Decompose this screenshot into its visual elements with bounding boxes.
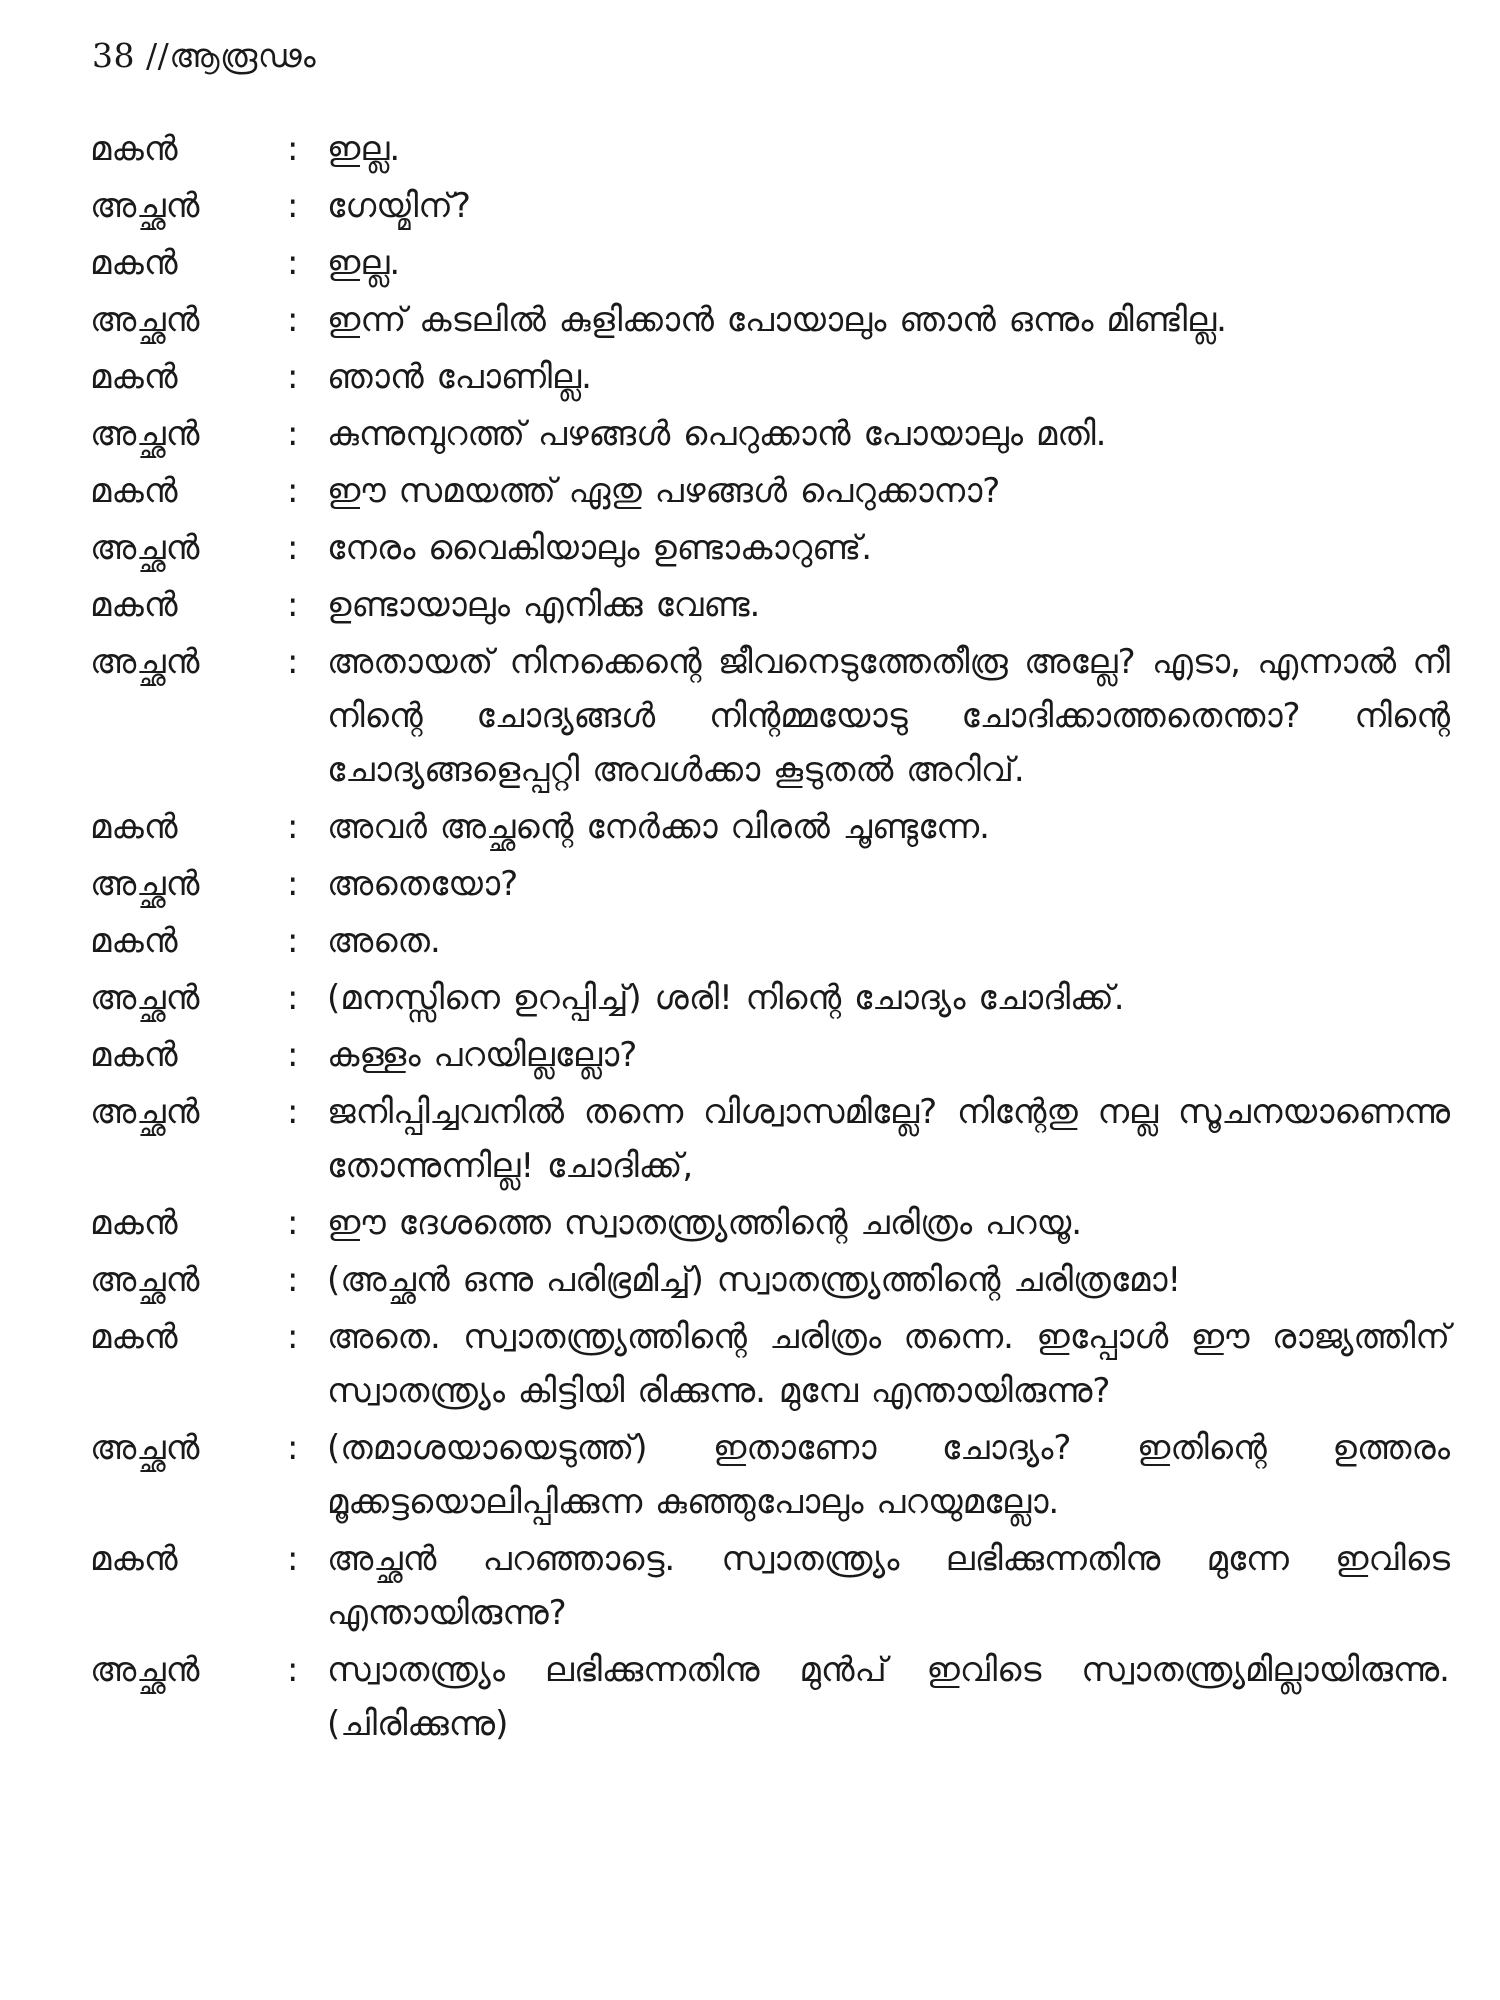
speaker-separator: : bbox=[287, 1317, 299, 1357]
dialogue-text: അതെ. bbox=[327, 921, 441, 961]
dialogue-text: (തമാശയായെടുത്ത്) ഇതാണോ ചോദ്യം? ഇതിന്റെ ഉത്തരം മൂക്കട്ടയൊലിപ്പിക്കുന്ന കുഞ്ഞുപോലും പറയുമല്ലോ. bbox=[327, 1428, 1450, 1522]
dialogue-text: അതെ. സ്വാതന്ത്ര്യത്തിന്റെ ചരിത്രം തന്നെ. ഇപ്പോൾ ഈ രാജ്യത്തിന് സ്വാതന്ത്ര്യം കിട്ടിയി രിക്കുന്നു. മുമ്പേ എന്തായിരുന്നു? bbox=[327, 1317, 1450, 1411]
dialogue-line bbox=[90, 350, 1450, 404]
dialogue-line bbox=[90, 179, 1450, 233]
dialogue-body bbox=[90, 122, 1450, 1754]
speaker-separator: : bbox=[287, 1203, 299, 1243]
dialogue-text: ഈ സമയത്ത് ഏതു പഴങ്ങൾ പെറുക്കാനാ? bbox=[327, 471, 1001, 511]
dialogue-text: അതെയോ? bbox=[327, 864, 519, 904]
dialogue-text: ഇല്ല. bbox=[327, 243, 401, 283]
speaker-separator: : bbox=[287, 414, 299, 454]
dialogue-line bbox=[90, 293, 1450, 347]
speaker-name: അച്ഛൻ bbox=[90, 1650, 200, 1690]
dialogue-line bbox=[90, 1028, 1450, 1082]
dialogue-line bbox=[90, 914, 1450, 968]
dialogue-line bbox=[90, 521, 1450, 575]
dialogue-line bbox=[90, 407, 1450, 461]
speaker-name: അച്ഛൻ bbox=[90, 864, 200, 904]
speaker-name: അച്ഛൻ bbox=[90, 186, 200, 226]
dialogue-text: (മനസ്സിനെ ഉറപ്പിച്ച്) ശരി! നിന്റെ ചോദ്യം ചോദിക്ക്. bbox=[327, 978, 1125, 1018]
speaker-separator: : bbox=[287, 1428, 299, 1468]
dialogue-line bbox=[90, 971, 1450, 1025]
dialogue-text: കുന്നുമ്പുറത്ത് പഴങ്ങൾ പെറുക്കാൻ പോയാലും മതി. bbox=[327, 414, 1107, 454]
dialogue-line bbox=[90, 122, 1450, 176]
dialogue-text: ഈ ദേശത്തെ സ്വാതന്ത്ര്യത്തിന്റെ ചരിത്രം പറയൂ. bbox=[327, 1203, 1083, 1243]
speaker-separator: : bbox=[287, 129, 299, 169]
dialogue-line bbox=[90, 464, 1450, 518]
dialogue-line bbox=[90, 857, 1450, 911]
dialogue-text: ഗേയ്മിന്? bbox=[327, 186, 471, 226]
speaker-name: മകൻ bbox=[90, 585, 178, 625]
dialogue-text: ഇല്ല. bbox=[327, 129, 401, 169]
dialogue-line bbox=[90, 1196, 1450, 1250]
dialogue-text: സ്വാതന്ത്ര്യം ലഭിക്കുന്നതിനു മുൻപ് ഇവിടെ സ്വാതന്ത്ര്യമില്ലായിരുന്നു. (ചിരിക്കുന്നു) bbox=[327, 1650, 1450, 1744]
speaker-name: അച്ഛൻ bbox=[90, 1260, 200, 1300]
speaker-name: മകൻ bbox=[90, 357, 178, 397]
speaker-separator: : bbox=[287, 807, 299, 847]
speaker-name: അച്ഛൻ bbox=[90, 414, 200, 454]
dialogue-line bbox=[90, 1085, 1450, 1193]
page-header: 38 //ആരൂഢം bbox=[92, 36, 317, 75]
speaker-separator: : bbox=[287, 357, 299, 397]
dialogue-line bbox=[90, 1532, 1450, 1640]
speaker-name: മകൻ bbox=[90, 1035, 178, 1075]
dialogue-line bbox=[90, 236, 1450, 290]
speaker-separator: : bbox=[287, 1539, 299, 1579]
dialogue-line bbox=[90, 1253, 1450, 1307]
dialogue-text: ജനിപ്പിച്ചവനിൽ തന്നെ വിശ്വാസമില്ലേ? നിന്റേതു നല്ല സൂചനയാണെന്നു തോന്നുന്നില്ല! ചോദിക്ക്, bbox=[327, 1092, 1450, 1186]
speaker-name: മകൻ bbox=[90, 471, 178, 511]
dialogue-text: ഉണ്ടായാലും എനിക്കു വേണ്ട. bbox=[327, 585, 761, 625]
dialogue-line bbox=[90, 800, 1450, 854]
speaker-name: മകൻ bbox=[90, 243, 178, 283]
dialogue-text: അതായത് നിനക്കെന്റെ ജീവനെടുത്തേതീരൂ അല്ലേ? എടാ, എന്നാൽ നീ നിന്റെ ചോദ്യങ്ങൾ നിന്റമ്മയോടു ചോദിക്കാത്തതെന്താ? നിന്റെ ചോദ്യങ്ങളെപ്പറ്റി അവൾക്കാ കൂടുതൽ അറിവ്. bbox=[327, 642, 1450, 790]
dialogue-line bbox=[90, 1310, 1450, 1418]
speaker-name: മകൻ bbox=[90, 807, 178, 847]
speaker-separator: : bbox=[287, 921, 299, 961]
speaker-name: അച്ഛൻ bbox=[90, 1092, 200, 1132]
speaker-name: അച്ഛൻ bbox=[90, 528, 200, 568]
speaker-separator: : bbox=[287, 642, 299, 682]
speaker-separator: : bbox=[287, 1650, 299, 1690]
speaker-name: അച്ഛൻ bbox=[90, 1428, 200, 1468]
speaker-separator: : bbox=[287, 1092, 299, 1132]
speaker-name: മകൻ bbox=[90, 1539, 178, 1579]
speaker-separator: : bbox=[287, 585, 299, 625]
dialogue-text: അവർ അച്ഛന്റെ നേർക്കാ വിരൽ ചൂണ്ടുന്നേ. bbox=[327, 807, 990, 847]
dialogue-text: ഞാൻ പോണില്ല. bbox=[327, 357, 592, 397]
dialogue-text: കള്ളം പറയില്ലല്ലോ? bbox=[327, 1035, 638, 1075]
dialogue-text: അച്ഛൻ പറഞ്ഞാട്ടെ. സ്വാതന്ത്ര്യം ലഭിക്കുന്നതിനു മുന്നേ ഇവിടെ എന്തായിരുന്നു? bbox=[327, 1539, 1450, 1633]
speaker-separator: : bbox=[287, 528, 299, 568]
speaker-name: മകൻ bbox=[90, 921, 178, 961]
speaker-separator: : bbox=[287, 864, 299, 904]
speaker-separator: : bbox=[287, 300, 299, 340]
speaker-name: മകൻ bbox=[90, 129, 178, 169]
speaker-name: അച്ഛൻ bbox=[90, 300, 200, 340]
dialogue-line bbox=[90, 1643, 1450, 1751]
speaker-name: അച്ഛൻ bbox=[90, 978, 200, 1018]
dialogue-text: നേരം വൈകിയാലും ഉണ്ടാകാറുണ്ട്. bbox=[327, 528, 873, 568]
speaker-separator: : bbox=[287, 186, 299, 226]
dialogue-text: (അച്ഛൻ ഒന്നു പരിഭ്രമിച്ച്) സ്വാതന്ത്ര്യത്തിന്റെ ചരിത്രമോ! bbox=[327, 1260, 1182, 1300]
dialogue-line bbox=[90, 578, 1450, 632]
speaker-separator: : bbox=[287, 1035, 299, 1075]
speaker-name: മകൻ bbox=[90, 1317, 178, 1357]
dialogue-line bbox=[90, 1421, 1450, 1529]
speaker-name: അച്ഛൻ bbox=[90, 642, 200, 682]
speaker-separator: : bbox=[287, 1260, 299, 1300]
dialogue-line bbox=[90, 635, 1450, 797]
dialogue-text: ഇന്ന് കടലിൽ കുളിക്കാൻ പോയാലും ഞാൻ ഒന്നും മിണ്ടില്ല. bbox=[327, 300, 1227, 340]
speaker-separator: : bbox=[287, 978, 299, 1018]
speaker-separator: : bbox=[287, 243, 299, 283]
speaker-name: മകൻ bbox=[90, 1203, 178, 1243]
speaker-separator: : bbox=[287, 471, 299, 511]
